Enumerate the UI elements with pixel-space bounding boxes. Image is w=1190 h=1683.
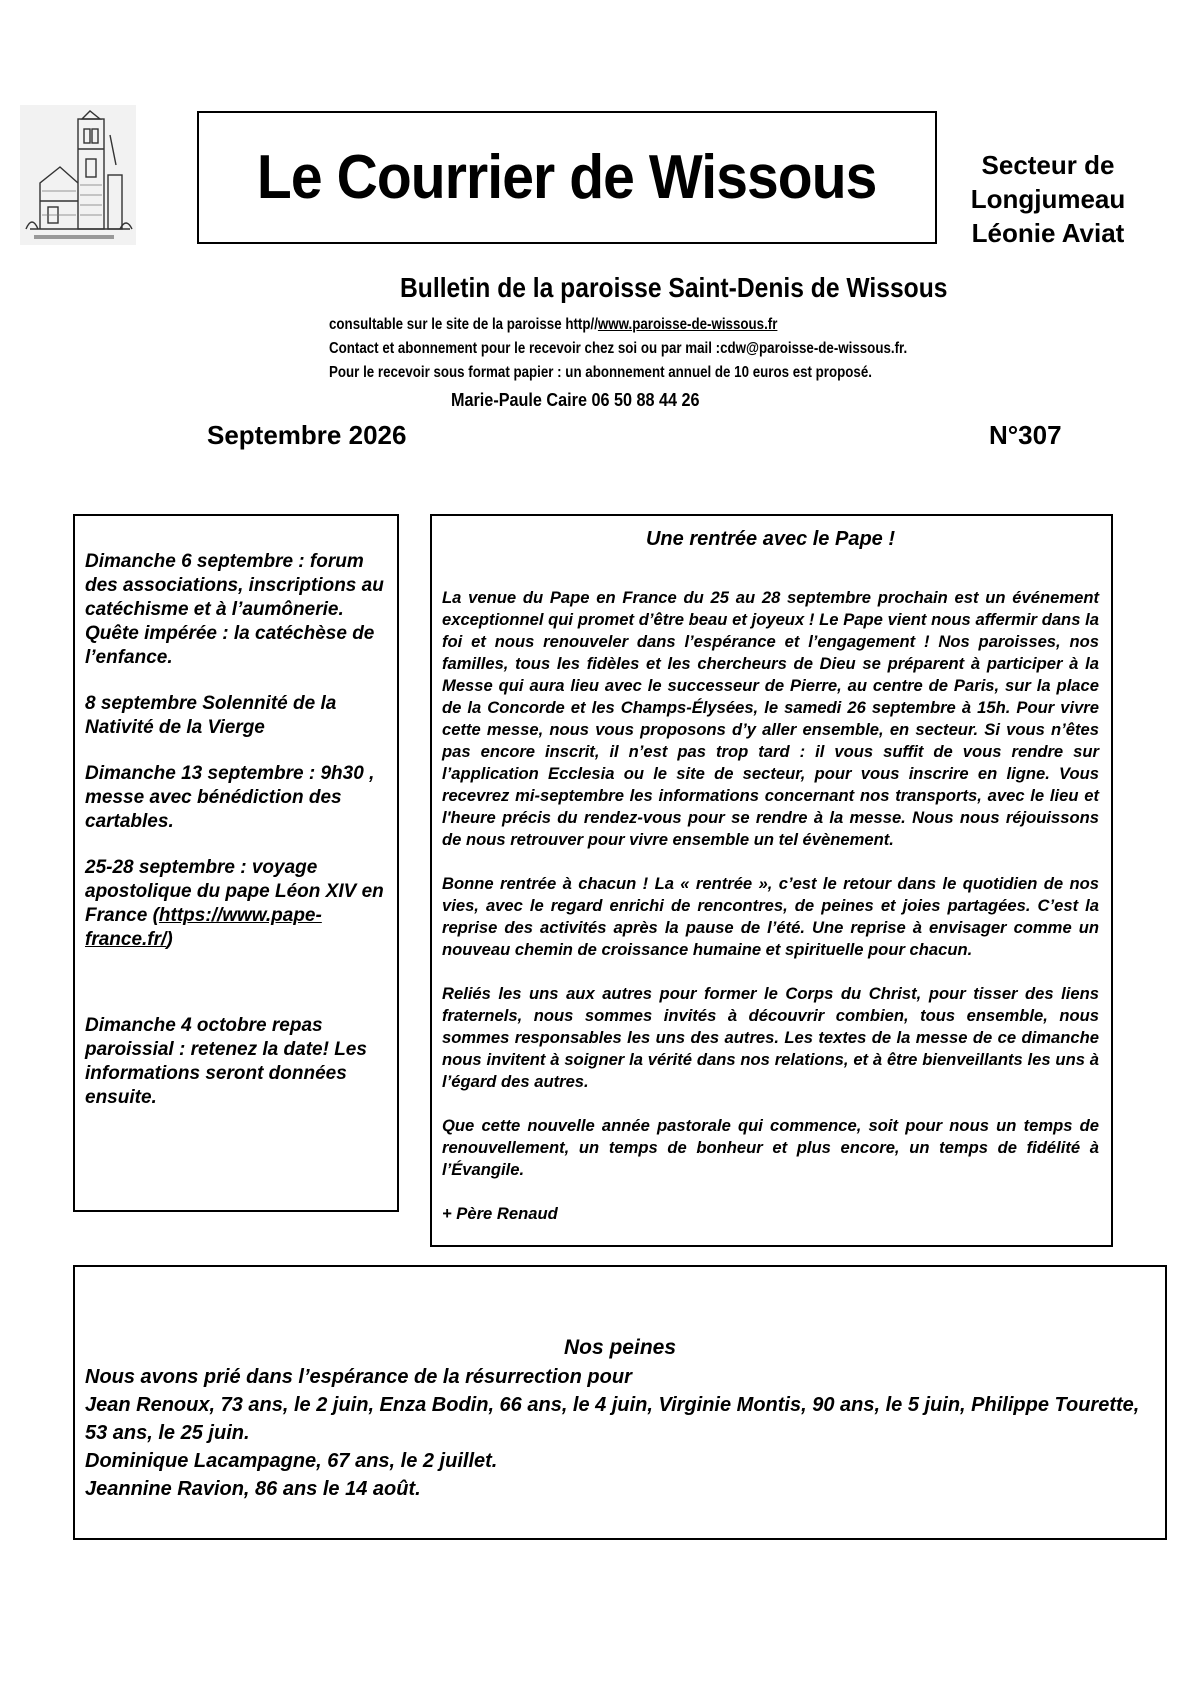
editorial-paragraph: Bonne rentrée à chacun ! La « rentrée », c’est le retour dans le quotidien de nos vies, avec le regard enrichi de rencontres, de peines et joies partagées. C’est la reprise des activités après la pause de l’été. Une reprise à envisager comme un nouveau chemin de croissance humaine et spirituelle pour chacun. bbox=[442, 874, 1099, 959]
issue-number: N°307 bbox=[989, 420, 1062, 450]
sector-line: Longjumeau bbox=[970, 184, 1126, 214]
obituary-line: Jeannine Ravion, 86 ans le 14 août. bbox=[85, 1478, 421, 1500]
obituary-title: Nos peines bbox=[563, 1336, 677, 1359]
sector-name bbox=[958, 148, 1138, 250]
agenda-box bbox=[73, 514, 399, 1212]
bulletin-subtitle: Bulletin de la paroisse Saint-Denis de Wissous bbox=[400, 272, 948, 303]
newsletter-title: Le Courrier de Wissous bbox=[257, 143, 877, 212]
agenda-voyage-text: 25-28 septembre : voyage apostolique du pape Léon XIV en France ( bbox=[85, 857, 384, 926]
agenda-item: 8 septembre Solennité de la Nativité de la Vierge bbox=[85, 693, 337, 738]
info-text: consultable sur le site de la paroisse http// bbox=[329, 316, 598, 333]
church-logo bbox=[20, 105, 136, 245]
issue-date: Septembre 2026 bbox=[207, 420, 407, 450]
church-icon bbox=[20, 105, 136, 245]
info-line-contact: Contact et abonnement pour le recevoir chez soi ou par mail :cdw@paroisse-de-wissous.fr. bbox=[329, 340, 908, 357]
editorial-paragraph: Que cette nouvelle année pastorale qui commence, soit pour nous un temps de renouvellement, un temps de bonheur et plus encore, un temps de fidélité à l’Évangile. bbox=[442, 1116, 1099, 1179]
editorial-paragraph: La venue du Pape en France du 25 au 28 septembre prochain est un événement exceptionnel qui promet d’être beau et joyeux ! Le Pape vient nous affermir dans la foi et nous renouveler dans l’espérance et l’engagement ! Nos paroisses, nos familles, tous les fidèles et les chercheurs de Dieu se préparent à participer à la Messe qui aura lieu avec le successeur de Pierre, au centre de Paris, sur la place de la Concorde et les Champs-Élysées, le samedi 26 septembre à 15h. Pour vivre cette messe, nous vous proposons d’y aller ensemble, en secteur. Si vous n’êtes pas encore inscrit, il n’est pas trop tard : il vous suffit de vous rendre sur l’application Ecclesia ou le site de secteur, pour vous inscrire en ligne. Vous recevrez mi-septembre les informations concernant nos transports, avec le lieu et l'heure précis du rendez-vous pour se rendre à la messe. Nous nous réjouissons de nous retrouver pour vivre ensemble un tel évènement. bbox=[442, 588, 1099, 849]
pape-france-link[interactable]: https://www.pape-france.fr/ bbox=[85, 905, 322, 950]
editorial-signature: + Père Renaud bbox=[442, 1204, 558, 1223]
obituary-line: Nous avons prié dans l’espérance de la résurrection pour bbox=[85, 1366, 632, 1388]
editorial-box bbox=[430, 514, 1113, 1247]
editorial-title: Une rentrée avec le Pape ! bbox=[645, 528, 895, 550]
obituary-line: Jean Renoux, 73 ans, le 2 juin, Enza Bodin, 66 ans, le 4 juin, Virginie Montis, 90 ans, le 5 juin, Philippe Tourette, 53 ans, le 25 juin. bbox=[85, 1394, 1140, 1444]
editorial-paragraph: Reliés les uns aux autres pour former le Corps du Christ, pour tisser des liens fraternels, nous sommes invités à découvrir combien, tous ensemble, nous sommes responsables les uns des autres. Les textes de la messe de ce dimanche nous invitent à soigner la vérité dans nos relations, et à être bienveillants les uns à l’égard des autres. bbox=[442, 984, 1099, 1091]
agenda-item: Dimanche 4 octobre repas paroissial : retenez la date! Les informations seront données ensuite. bbox=[85, 1015, 367, 1108]
website-link[interactable]: www.paroisse-de-wissous.fr bbox=[597, 316, 778, 333]
masthead-box bbox=[197, 111, 937, 244]
agenda-item: Dimanche 13 septembre : 9h30 , messe avec bénédiction des cartables. bbox=[85, 763, 375, 832]
agenda-item: Dimanche 6 septembre : forum des associations, inscriptions au catéchisme et à l’aumônerie. Quête impérée : la catéchèse de l’enfance. bbox=[85, 551, 384, 668]
sector-line: Secteur de bbox=[981, 150, 1115, 180]
sector-line: Léonie Aviat bbox=[971, 218, 1125, 248]
agenda-voyage-suffix: ) bbox=[166, 929, 173, 950]
contact-person: Marie-Paule Caire 06 50 88 44 26 bbox=[451, 390, 700, 410]
obituary-box bbox=[73, 1265, 1167, 1540]
obituary-line: Dominique Lacampagne, 67 ans, le 2 juillet. bbox=[85, 1450, 498, 1472]
info-line-subscription: Pour le recevoir sous format papier : un abonnement annuel de 10 euros est proposé. bbox=[329, 364, 872, 381]
agenda-item bbox=[85, 856, 391, 952]
info-line-website bbox=[329, 316, 777, 334]
